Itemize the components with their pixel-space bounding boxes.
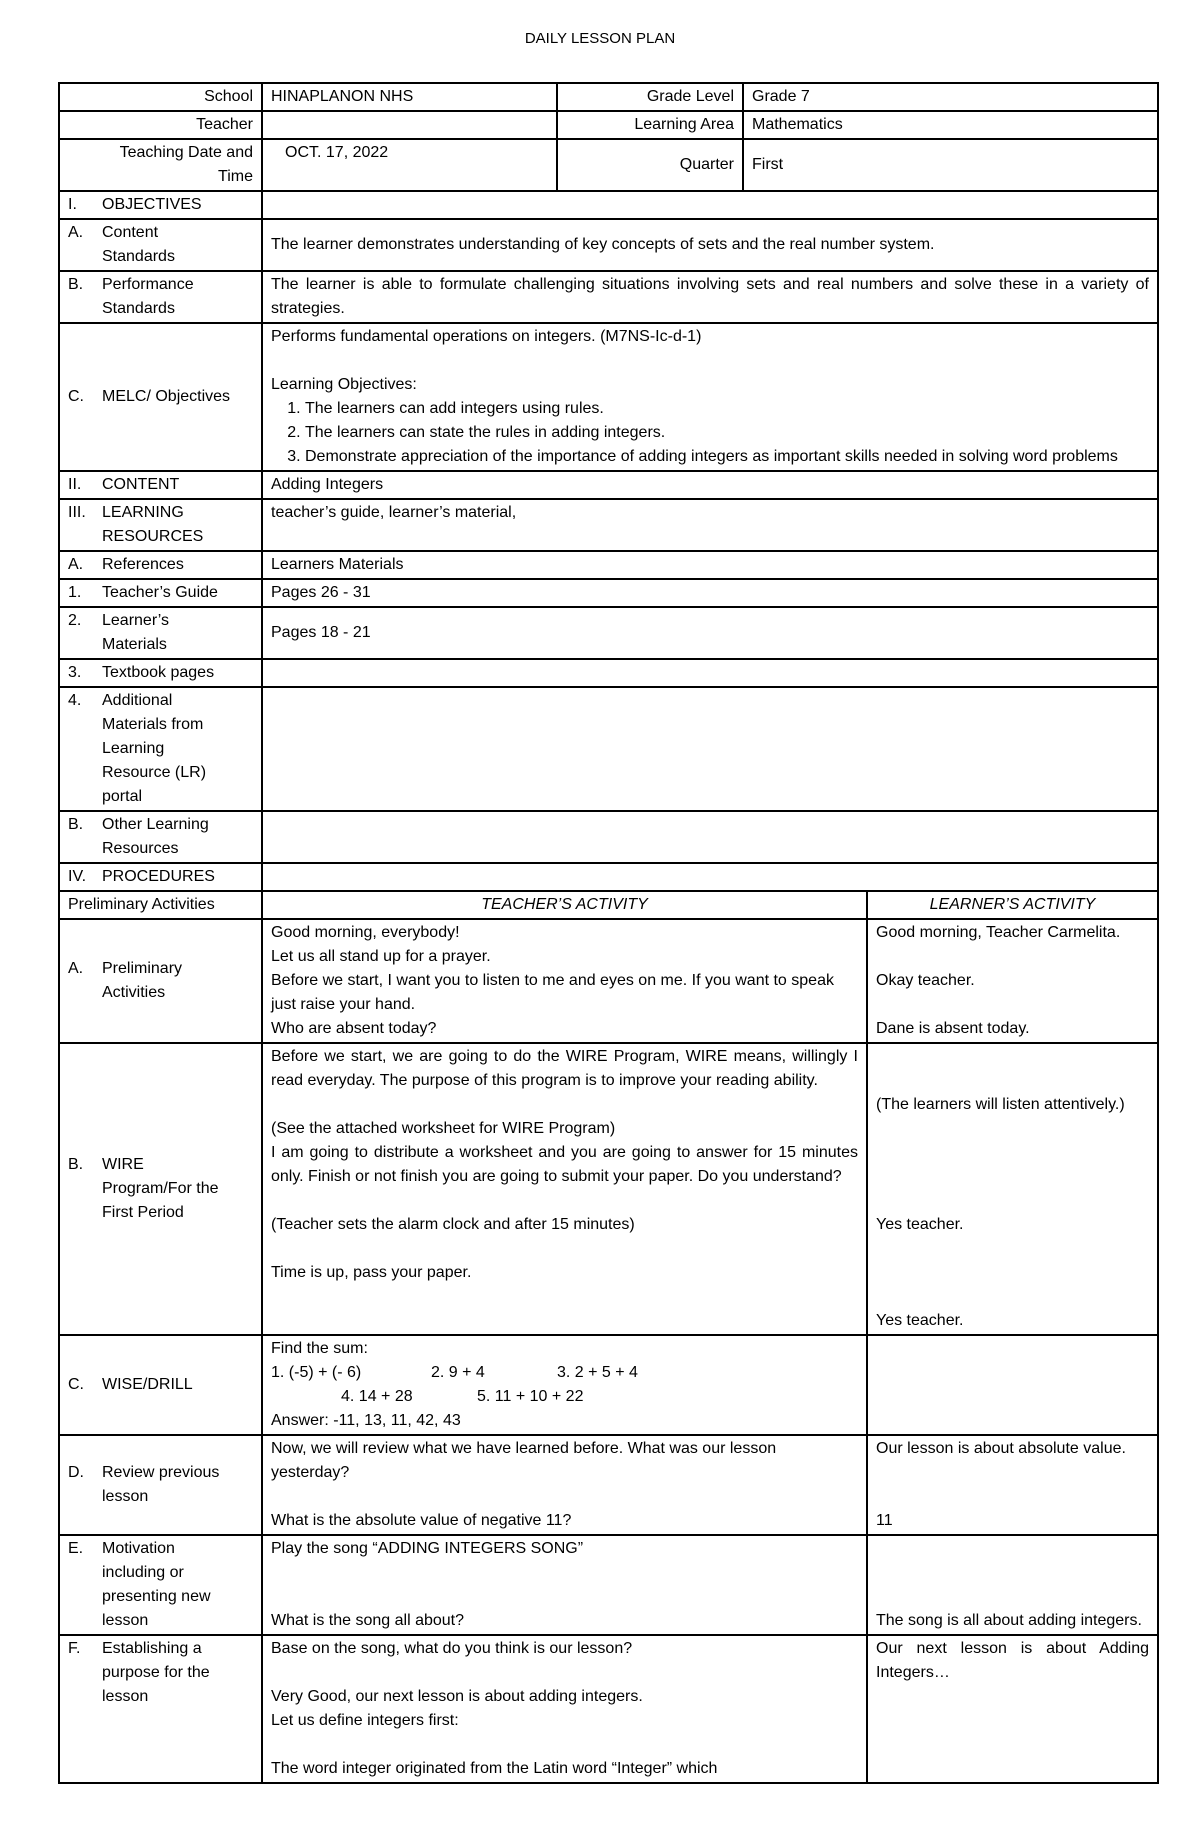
resources-text: teacher’s guide, learner’s material, [262, 499, 1158, 551]
procedures-row [59, 863, 1158, 891]
teacher-row [59, 111, 1158, 139]
content-standards-label: A. Content Standards [59, 219, 262, 271]
wire-program-learner: (The learners will listen attentively.) Yes teacher. Yes teacher. [867, 1043, 1158, 1335]
learners-materials-row [59, 607, 1158, 659]
wire-program-teacher: Before we start, we are going to do the WIRE Program, WIRE means, willingly I read everyday. The purpose of this program is to improve your reading ability. (See the attached worksheet for WIRE Program) I am going to distribute a worksheet and you are going to answer for 15 minutes only. Finish or not finish you are going to submit your paper. Do you understand? (Teacher sets the alarm clock and after 15 minutes) Time is up, pass your paper. [262, 1043, 867, 1335]
wise-drill-row [59, 1335, 1158, 1435]
content-standards-row [59, 219, 1158, 271]
content-text: Adding Integers [262, 471, 1158, 499]
purpose-row [59, 1635, 1158, 1783]
learners-materials-text: Pages 18 - 21 [262, 607, 1158, 659]
other-resources-row [59, 811, 1158, 863]
date-value: OCT. 17, 2022 [262, 139, 557, 191]
learning-objectives-heading: Learning Objectives: [271, 376, 417, 393]
content-standards-text: The learner demonstrates understanding of key concepts of sets and the real number system. [262, 219, 1158, 271]
motivation-row [59, 1535, 1158, 1635]
col-header-learner: LEARNER’S ACTIVITY [867, 891, 1158, 919]
content-label: II. CONTENT [59, 471, 262, 499]
teachers-guide-row [59, 579, 1158, 607]
school-row [59, 83, 1158, 111]
grade-value: Grade 7 [743, 83, 1158, 111]
references-text: Learners Materials [262, 551, 1158, 579]
additional-materials-value [262, 687, 1158, 811]
grade-label: Grade Level [557, 83, 743, 111]
resources-row [59, 499, 1158, 551]
textbook-row [59, 659, 1158, 687]
preliminary-learner: Good morning, Teacher Carmelita. Okay teacher. Dane is absent today. [867, 919, 1158, 1043]
melc-row [59, 323, 1158, 471]
quarter-label: Quarter [557, 139, 743, 191]
additional-materials-label: 4. Additional Materials from Learning Resource (LR) portal [59, 687, 262, 811]
review-label: D. Review previous lesson [59, 1435, 262, 1535]
wise-drill-learner [867, 1335, 1158, 1435]
col-header-preliminary: Preliminary Activities [59, 891, 262, 919]
purpose-learner: Our next lesson is about Adding Integers… [867, 1635, 1158, 1783]
wise-drill-label: C. WISE/DRILL [59, 1335, 262, 1435]
area-label: Learning Area [557, 111, 743, 139]
textbook-label: 3. Textbook pages [59, 659, 262, 687]
melc-content [262, 323, 1158, 471]
review-teacher: Now, we will review what we have learned before. What was our lesson yesterday? What is the absolute value of negative 11? [262, 1435, 867, 1535]
objectives-value [262, 191, 1158, 219]
preliminary-activities-row [59, 919, 1158, 1043]
school-value: HINAPLANON NHS [262, 83, 557, 111]
area-value: Mathematics [743, 111, 1158, 139]
preliminary-teacher: Good morning, everybody! Let us all stand up for a prayer. Before we start, I want you to listen to me and eyes on me. If you want to speak just raise your hand. Who are absent today? [262, 919, 867, 1043]
wise-drill-teacher: Find the sum: 1. (-5) + (- 6) 2. 9 + 4 3. 2 + 5 + 4 4. 14 + 28 5. 11 + 10 + 22 Answer: -11, 13, 11, 42, 43 [262, 1335, 867, 1435]
motivation-teacher: Play the song “ADDING INTEGERS SONG” What is the song all about? [262, 1535, 867, 1635]
page-title: DAILY LESSON PLAN [524, 30, 676, 47]
procedures-label: IV. PROCEDURES [59, 863, 262, 891]
motivation-learner: The song is all about adding integers. [867, 1535, 1158, 1635]
objectives-label: I. OBJECTIVES [59, 191, 262, 219]
review-row [59, 1435, 1158, 1535]
references-label: A. References [59, 551, 262, 579]
other-resources-label: B. Other Learning Resources [59, 811, 262, 863]
wire-program-row [59, 1043, 1158, 1335]
melc-text: Performs fundamental operations on integers. (M7NS-Ic-d-1) [271, 328, 702, 345]
school-label: School [59, 83, 262, 111]
date-row [59, 139, 1158, 191]
purpose-teacher: Base on the song, what do you think is our lesson? Very Good, our next lesson is about adding integers. Let us define integers first: The word integer originated from the Latin word “Integer” which [262, 1635, 867, 1783]
performance-standards-text: The learner is able to formulate challenging situations involving sets and real numbers and solve these in a variety of strategies. [262, 271, 1158, 323]
objectives-row [59, 191, 1158, 219]
col-header-teacher: TEACHER’S ACTIVITY [262, 891, 867, 919]
other-resources-value [262, 811, 1158, 863]
content-row [59, 471, 1158, 499]
list-item: 2. The learners can state the rules in adding integers. [305, 421, 1149, 445]
teacher-label: Teacher [59, 111, 262, 139]
resources-label: III. LEARNING RESOURCES [59, 499, 262, 551]
date-label: Teaching Date and Time [59, 139, 262, 191]
lesson-plan-table [58, 82, 1159, 1784]
quarter-value: First [743, 139, 1158, 191]
purpose-label: F. Establishing a purpose for the lesson [59, 1635, 262, 1783]
list-item: 1. The learners can add integers using rules. [305, 397, 1149, 421]
textbook-value [262, 659, 1158, 687]
learning-objectives-list [271, 397, 1149, 469]
procedures-value [262, 863, 1158, 891]
teachers-guide-label: 1. Teacher’s Guide [59, 579, 262, 607]
motivation-label: E. Motivation including or presenting new lesson [59, 1535, 262, 1635]
learners-materials-label: 2. Learner’s Materials [59, 607, 262, 659]
teachers-guide-text: Pages 26 - 31 [262, 579, 1158, 607]
procedures-header-row [59, 891, 1158, 919]
melc-label: C. MELC/ Objectives [59, 323, 262, 471]
wire-program-label: B. WIRE Program/For the First Period [59, 1043, 262, 1335]
list-item: 3. Demonstrate appreciation of the importance of adding integers as important skills needed in solving word problems [305, 445, 1149, 469]
performance-standards-label: B. Performance Standards [59, 271, 262, 323]
references-row [59, 551, 1158, 579]
teacher-value [262, 111, 557, 139]
review-learner: Our lesson is about absolute value. 11 [867, 1435, 1158, 1535]
performance-standards-row [59, 271, 1158, 323]
additional-materials-row [59, 687, 1158, 811]
preliminary-activities-label: A. Preliminary Activities [59, 919, 262, 1043]
